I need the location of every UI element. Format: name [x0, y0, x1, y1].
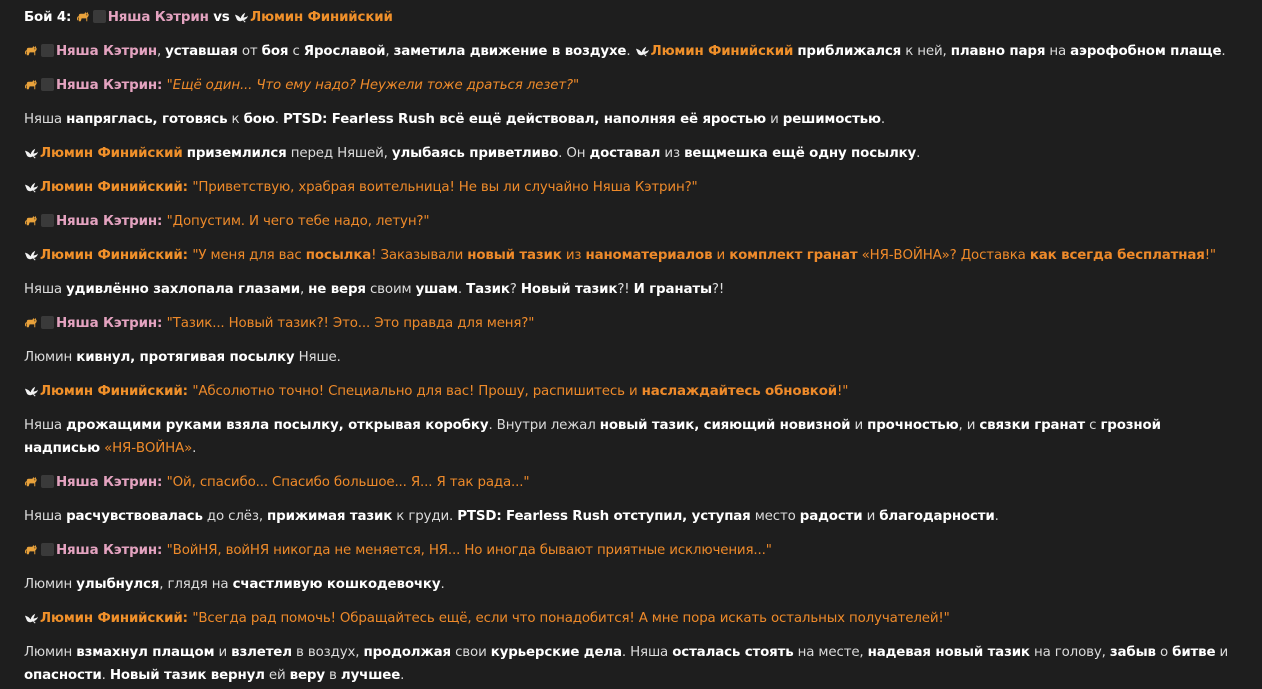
bold-text: И гранаты: [633, 282, 712, 297]
dialogue-line: [24, 380, 1238, 403]
text-segment: к груди.: [392, 509, 458, 524]
bold-text: новый тазик: [467, 248, 562, 263]
text-segment: .: [626, 44, 635, 59]
bold-text: не веря: [308, 282, 366, 297]
text-segment: .: [1221, 44, 1226, 59]
text-segment: .: [916, 146, 921, 161]
bold-text: заметила движение в воздухе: [393, 44, 627, 59]
text-segment: "У меня для вас: [192, 248, 306, 263]
speech-text: "Приветствую, храбрая воительница! Не вы ли случайно Няша Кэтрин?": [192, 180, 698, 195]
speaker-lumin: Люмин Финийский: [40, 384, 183, 399]
bold-text: Новый тазик вернул: [109, 668, 265, 683]
bold-text: взмахнул плащом: [76, 645, 215, 660]
speech-text: [192, 384, 848, 399]
bold-text: расчувствовалась: [66, 509, 203, 524]
bold-text: продолжая: [363, 645, 451, 660]
text-segment: с: [288, 44, 304, 59]
bold-text: грозной надписью: [24, 418, 1161, 456]
bold-text: наслаждайтесь обновкой: [641, 384, 837, 399]
black-square-icon: [41, 214, 54, 227]
bold-text: кивнул, протягивая посылку: [76, 350, 295, 365]
bold-text: взлетел: [231, 645, 292, 660]
bold-text: битве: [1172, 645, 1216, 660]
bold-text: связки гранат: [979, 418, 1086, 433]
text-segment: «НЯ-ВОЙНА»? Доставка: [857, 248, 1030, 263]
cat-icon: [24, 315, 39, 330]
fighter2-name: Люмин Финийский: [250, 10, 393, 25]
speaker-lumin: Люмин Финийский: [40, 180, 183, 195]
bold-text: удивлённо захлопала глазами: [66, 282, 300, 297]
narration-line: [24, 414, 1238, 460]
text-segment: , и: [958, 418, 980, 433]
narration-line: [24, 505, 1238, 528]
dove-icon: [24, 247, 39, 261]
bold-text: веру: [289, 668, 325, 683]
text-segment: к ней,: [901, 44, 951, 59]
dialogue-line: [24, 471, 1238, 494]
text-segment: и: [850, 418, 868, 433]
bold-text: уставшая: [165, 44, 238, 59]
text-segment: :: [182, 248, 193, 263]
narration-line: [24, 108, 1238, 131]
text-segment: Люмин: [24, 577, 77, 592]
text-segment: Няша: [24, 282, 67, 297]
bold-text: забыв: [1109, 645, 1156, 660]
fight-prefix: Бой 4:: [24, 10, 72, 25]
dialogue-line: [24, 210, 1238, 233]
narration-line: [24, 641, 1238, 687]
speech-text: "Ой, спасибо... Спасибо большое... Я... Я так рада...": [166, 475, 530, 490]
cat-icon: [76, 9, 91, 24]
bold-text: бою: [243, 112, 275, 127]
text-segment: и: [862, 509, 880, 524]
text-segment: на месте,: [793, 645, 868, 660]
text-segment: :: [182, 611, 193, 626]
bold-text: радости: [799, 509, 863, 524]
bold-text: как всегда бесплатная: [1029, 248, 1205, 263]
text-segment: . Внутри лежал: [488, 418, 600, 433]
text-segment: перед Няшей,: [286, 146, 392, 161]
dove-icon: [24, 383, 39, 397]
text-segment: на голову,: [1029, 645, 1110, 660]
black-square-icon: [41, 475, 54, 488]
text-segment: и: [712, 248, 730, 263]
black-square-icon: [41, 78, 54, 91]
text-segment: .: [192, 441, 197, 456]
dialogue-line: [24, 312, 1238, 335]
text-segment: в воздух,: [291, 645, 364, 660]
bold-text: ушам: [415, 282, 458, 297]
text-segment: Няша: [24, 112, 67, 127]
speech-text: "Тазик... Новый тазик?! Это... Это правда для меня?": [166, 316, 535, 331]
black-square-icon: [41, 316, 54, 329]
bold-text: лучшее: [340, 668, 401, 683]
speaker-nyasha: Няша Кэтрин: [56, 543, 157, 558]
dialogue-line: [24, 244, 1238, 267]
narration-line: [24, 278, 1238, 301]
bold-text: PTSD: Fearless Rush всё ещё действовал, наполняя её яростью: [282, 112, 766, 127]
speaker-lumin: Люмин Финийский: [40, 611, 183, 626]
text-segment: .: [457, 282, 467, 297]
speaker-nyasha: Няша Кэтрин: [56, 78, 157, 93]
text-segment: от: [237, 44, 262, 59]
dove-icon: [24, 610, 39, 624]
text-segment: "Абсолютно точно! Специально для вас! Прошу, распишитесь и: [192, 384, 642, 399]
text-segment: из: [561, 248, 586, 263]
text-segment: :: [156, 475, 167, 490]
text-segment: Люмин: [24, 645, 77, 660]
text-segment: ?: [509, 282, 521, 297]
text-segment: Няша: [24, 509, 67, 524]
dialogue-line: [24, 539, 1238, 562]
speaker-lumin: Люмин Финийский: [40, 248, 183, 263]
bold-text: дрожащими руками взяла посылку, открывая коробку: [66, 418, 489, 433]
fighter1-name: Няша Кэтрин: [107, 10, 209, 25]
speech-text: "ВойНЯ, войНЯ никогда не меняется, НЯ... Но иногда бывают приятные исключения...": [166, 543, 772, 558]
bold-text: PTSD: Fearless Rush отступил, уступая: [457, 509, 751, 524]
text-segment: ?!: [711, 282, 725, 297]
cat-icon: [24, 474, 39, 489]
dialogue-line: [24, 176, 1238, 199]
text-segment: !": [1204, 248, 1216, 263]
text-segment: :: [156, 543, 167, 558]
bold-text: благодарности: [879, 509, 995, 524]
speaker-nyasha: Няша Кэтрин: [56, 316, 157, 331]
text-segment: до слёз,: [202, 509, 268, 524]
cat-icon: [24, 213, 39, 228]
text-segment: Люмин: [24, 350, 77, 365]
speech-text: "Ещё один... Что ему надо? Неужели тоже драться лезет?": [166, 78, 579, 93]
cat-icon: [24, 43, 39, 58]
text-segment: и: [214, 645, 232, 660]
bold-text: прочностью: [867, 418, 959, 433]
text-segment: !": [837, 384, 849, 399]
bold-text: комплект гранат: [729, 248, 858, 263]
bold-text: приближался: [797, 44, 902, 59]
text-segment: ,: [299, 282, 309, 297]
text-segment: ,: [385, 44, 394, 59]
bold-text: новый тазик, сияющий новизной: [599, 418, 851, 433]
text-segment: свои: [450, 645, 491, 660]
text-segment: из: [660, 146, 685, 161]
bold-text: боя: [261, 44, 289, 59]
text-segment: .: [400, 668, 405, 683]
text-segment: Няше.: [294, 350, 341, 365]
cat-icon: [24, 77, 39, 92]
narration-line: [24, 573, 1238, 596]
text-segment: :: [182, 384, 193, 399]
text-segment: . Он: [558, 146, 590, 161]
bold-text: счастливую кошкодевочку: [232, 577, 441, 592]
speaker-lumin: Люмин Финийский: [650, 44, 794, 59]
bold-text: прижимая тазик: [267, 509, 393, 524]
dialogue-line: [24, 607, 1238, 630]
bold-text: напряглась, готовясь: [66, 112, 228, 127]
text-segment: .: [994, 509, 999, 524]
bold-text: аэрофобном плаще: [1070, 44, 1222, 59]
text-segment: .: [440, 577, 445, 592]
text-segment: к: [227, 112, 244, 127]
text-segment: место: [750, 509, 800, 524]
dove-icon: [635, 43, 650, 57]
bold-text: осталась стоять: [672, 645, 794, 660]
black-square-icon: [93, 10, 106, 23]
narration-line: [24, 40, 1238, 63]
vs-label: vs: [213, 10, 230, 25]
speaker-lumin: Люмин Финийский: [40, 146, 183, 161]
text-segment: Няша: [24, 418, 67, 433]
text-segment: и: [766, 112, 783, 127]
text-segment: , глядя на: [159, 577, 233, 592]
speech-text: "Всегда рад помочь! Обращайтесь ещё, если что понадобится! А мне пора искать остальных получателей!": [192, 611, 950, 626]
bold-text: опасности: [24, 668, 102, 683]
text-segment: своим: [365, 282, 416, 297]
text-segment: :: [156, 214, 167, 229]
bold-text: плавно паря: [950, 44, 1046, 59]
text-segment: :: [156, 78, 167, 93]
speech-text: [192, 248, 1216, 263]
fight-title: [24, 6, 1238, 29]
bold-text: наноматериалов: [585, 248, 713, 263]
text-segment: . Няша: [621, 645, 673, 660]
bold-text: решимостью: [782, 112, 881, 127]
bold-text: вещмешка ещё одну посылку: [684, 146, 917, 161]
text-segment: и: [1215, 645, 1229, 660]
bold-text: надевая новый тазик: [867, 645, 1030, 660]
dove-icon: [24, 179, 39, 193]
text-segment: о: [1155, 645, 1173, 660]
text-segment: «НЯ-ВОЙНА»: [104, 441, 193, 456]
bold-text: курьерские дела: [490, 645, 622, 660]
black-square-icon: [41, 543, 54, 556]
bold-text: Тазик: [466, 282, 510, 297]
bold-text: улыбаясь приветливо: [391, 146, 559, 161]
narration-line: [24, 346, 1238, 369]
text-segment: в: [324, 668, 341, 683]
text-segment: :: [182, 180, 193, 195]
text-segment: ,: [156, 44, 166, 59]
text-segment: .: [880, 112, 885, 127]
black-square-icon: [41, 44, 54, 57]
bold-text: Ярославой: [303, 44, 386, 59]
text-segment: ! Заказывали: [371, 248, 468, 263]
text-segment: .: [101, 668, 110, 683]
speaker-nyasha: Няша Кэтрин: [56, 44, 157, 59]
dialogue-line: [24, 74, 1238, 97]
cat-icon: [24, 542, 39, 557]
text-segment: с: [1085, 418, 1101, 433]
bold-text: приземлился: [186, 146, 287, 161]
bold-text: улыбнулся: [76, 577, 160, 592]
bold-text: доставал: [589, 146, 661, 161]
narration-line: [24, 142, 1238, 165]
text-segment: :: [156, 316, 167, 331]
text-segment: ?!: [617, 282, 634, 297]
speaker-nyasha: Няша Кэтрин: [56, 475, 157, 490]
text-segment: .: [274, 112, 283, 127]
dove-icon: [24, 145, 39, 159]
text-segment: на: [1045, 44, 1071, 59]
text-segment: ей: [264, 668, 290, 683]
bold-text: Новый тазик: [520, 282, 618, 297]
dove-icon: [234, 9, 249, 23]
bold-text: посылка: [305, 248, 372, 263]
speaker-nyasha: Няша Кэтрин: [56, 214, 157, 229]
speech-text: "Допустим. И чего тебе надо, летун?": [166, 214, 430, 229]
